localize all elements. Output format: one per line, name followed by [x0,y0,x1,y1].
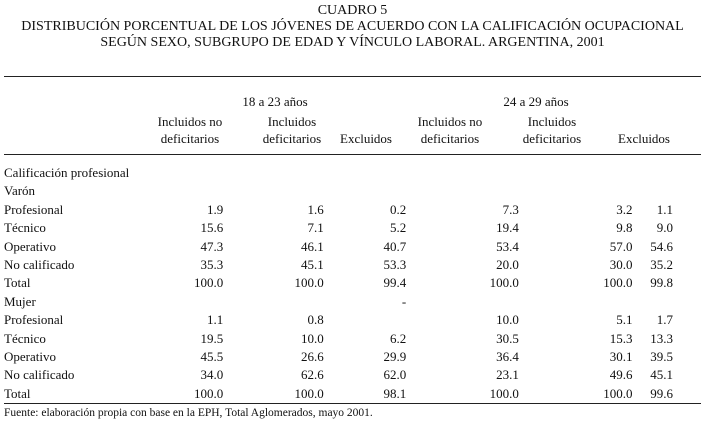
bottom-rule [4,403,701,404]
row-label: Mujer [4,293,36,309]
column-header: Excluidos [340,131,392,146]
table-row [4,182,701,200]
table-row [4,219,701,237]
table-cell: 10.0 [496,312,519,328]
row-label: Técnico [4,330,46,346]
table-cell: 30.0 [609,257,633,273]
table-cell: 99.4 [383,275,407,291]
table-cell [145,182,223,200]
column-header-line: Incluidos [527,114,577,129]
table-cell: 20.0 [496,257,519,273]
table-cell: 6.2 [390,330,407,346]
table-cell: 35.3 [200,257,224,273]
column-header: Excluidos [618,131,670,146]
table-cell: 46.1 [301,238,324,254]
table-cell: 100.0 [489,385,519,401]
table-cell [519,164,633,182]
table-cell [406,164,519,182]
table-heading-line-1: DISTRIBUCIÓN PORCENTUAL DE LOS JÓVENES DE ACUERDO CON LA CALIFICACIÓN OCUPACIONAL [21,19,684,34]
column-header [405,113,495,147]
column-header-line: deficitarios [262,131,322,146]
table-cell: 1.1 [656,201,673,217]
table-cell: 1.7 [656,312,673,328]
table-cell: 47.3 [200,238,224,254]
table-row [4,348,701,366]
table-cell [145,293,223,311]
column-header [252,113,332,147]
table-cell: 100.0 [603,385,633,401]
data-table [4,164,701,403]
table-row [4,256,701,274]
table-cell [406,182,519,200]
table-cell: 9.0 [656,220,673,236]
table-cell [223,293,324,311]
table-cell [633,182,701,200]
group-header-24-29: 24 a 29 años [503,94,569,109]
table-row [4,274,701,292]
table-cell: 53.4 [496,238,519,254]
table-cell: 9.8 [616,220,633,236]
column-header-line: Incluidos no [417,114,483,129]
table-row [4,238,701,256]
table-cell: - [401,293,407,309]
row-label: Operativo [4,238,56,254]
table-cell: 1.1 [206,312,224,328]
table-cell: 7.1 [307,220,324,236]
row-label: Profesional [4,312,64,328]
table-cell: 30.1 [609,349,633,365]
table-cell: 100.0 [489,275,519,291]
table-cell [633,164,701,182]
table-cell: 99.6 [650,385,673,401]
table-cell [519,293,633,311]
table-cell [519,182,633,200]
table-row [4,293,701,311]
table-cell: 35.2 [650,257,673,273]
table-cell: 0.8 [307,312,324,328]
row-label: Varón [4,183,36,199]
group-header-18-23: 18 a 23 años [242,94,308,109]
table-cell: 36.4 [496,349,519,365]
table-cell: 53.3 [383,257,407,273]
table-cell [633,293,701,311]
table-cell: 62.6 [301,367,324,383]
table-row [4,201,701,219]
table-number: CUADRO 5 [317,3,388,18]
table-cell: 40.7 [383,238,407,254]
table-cell: 100.0 [193,275,224,291]
column-header-line: deficitarios [420,131,480,146]
table-cell: 3.2 [616,201,633,217]
table-cell: 1.6 [307,201,324,217]
row-label: No calificado [4,257,75,273]
source-note: Fuente: elaboración propia con base en la EPH, Total Aglomerados, mayo 2001. [4,407,373,419]
table-cell: 15.3 [609,330,633,346]
table-cell: 49.6 [609,367,633,383]
column-header-line: deficitarios [160,131,220,146]
table-cell: 45.1 [301,257,324,273]
table-cell: 100.0 [294,385,324,401]
table-cell: 100.0 [193,385,224,401]
table-cell: 45.1 [650,367,673,383]
table-row [4,366,701,384]
row-label: Calificación profesional [4,165,130,180]
table-title [0,3,705,51]
table-cell: 34.0 [200,367,224,383]
column-header-line: deficitarios [522,131,582,146]
row-label: Total [4,275,31,291]
table-cell: 62.0 [383,367,407,383]
row-label: Técnico [4,220,46,236]
table-heading-line-2: SEGÚN SEXO, SUBGRUPO DE EDAD Y VÍNCULO LABORAL. ARGENTINA, 2001 [100,35,605,50]
table-cell [223,164,324,182]
row-label: Profesional [4,201,64,217]
table-cell: 23.1 [496,367,519,383]
table-cell: 100.0 [294,275,324,291]
header-rule [4,154,701,155]
table-cell: 15.6 [200,220,224,236]
table-cell [324,182,406,200]
top-rule [4,76,701,77]
table-cell: 10.0 [301,330,324,346]
column-header [512,113,592,147]
column-header-line: Incluidos no [157,114,223,129]
table-cell: 26.6 [301,349,324,365]
table-cell: 54.6 [650,238,673,254]
table-row [4,330,701,348]
table-cell: 0.2 [390,201,407,217]
table-cell [145,164,223,182]
table-cell: 7.3 [502,201,519,217]
table-cell: 30.5 [496,330,519,346]
table-cell: 19.5 [200,330,224,346]
table-cell: 57.0 [609,238,633,254]
table-cell: 100.0 [603,275,633,291]
table-row [4,164,701,182]
table-cell [223,182,324,200]
table-cell: 5.1 [616,312,633,328]
table-cell: 39.5 [650,349,673,365]
column-header-line: Incluidos [267,114,317,129]
table-row [4,385,701,403]
table-cell: 13.3 [650,330,673,346]
table-cell: 45.5 [200,349,224,365]
column-header [145,113,235,147]
table-cell [324,164,406,182]
table-cell: 1.9 [206,201,224,217]
table-cell: 19.4 [496,220,519,236]
table-cell: 29.9 [383,349,407,365]
table-cell [406,293,519,311]
row-label: No calificado [4,367,75,383]
table-cell [324,311,406,329]
table-cell: 5.2 [390,220,407,236]
table-cell: 98.1 [383,385,407,401]
row-label: Total [4,385,31,401]
row-label: Operativo [4,349,56,365]
table-row [4,311,701,329]
table-cell: 99.8 [650,275,673,291]
